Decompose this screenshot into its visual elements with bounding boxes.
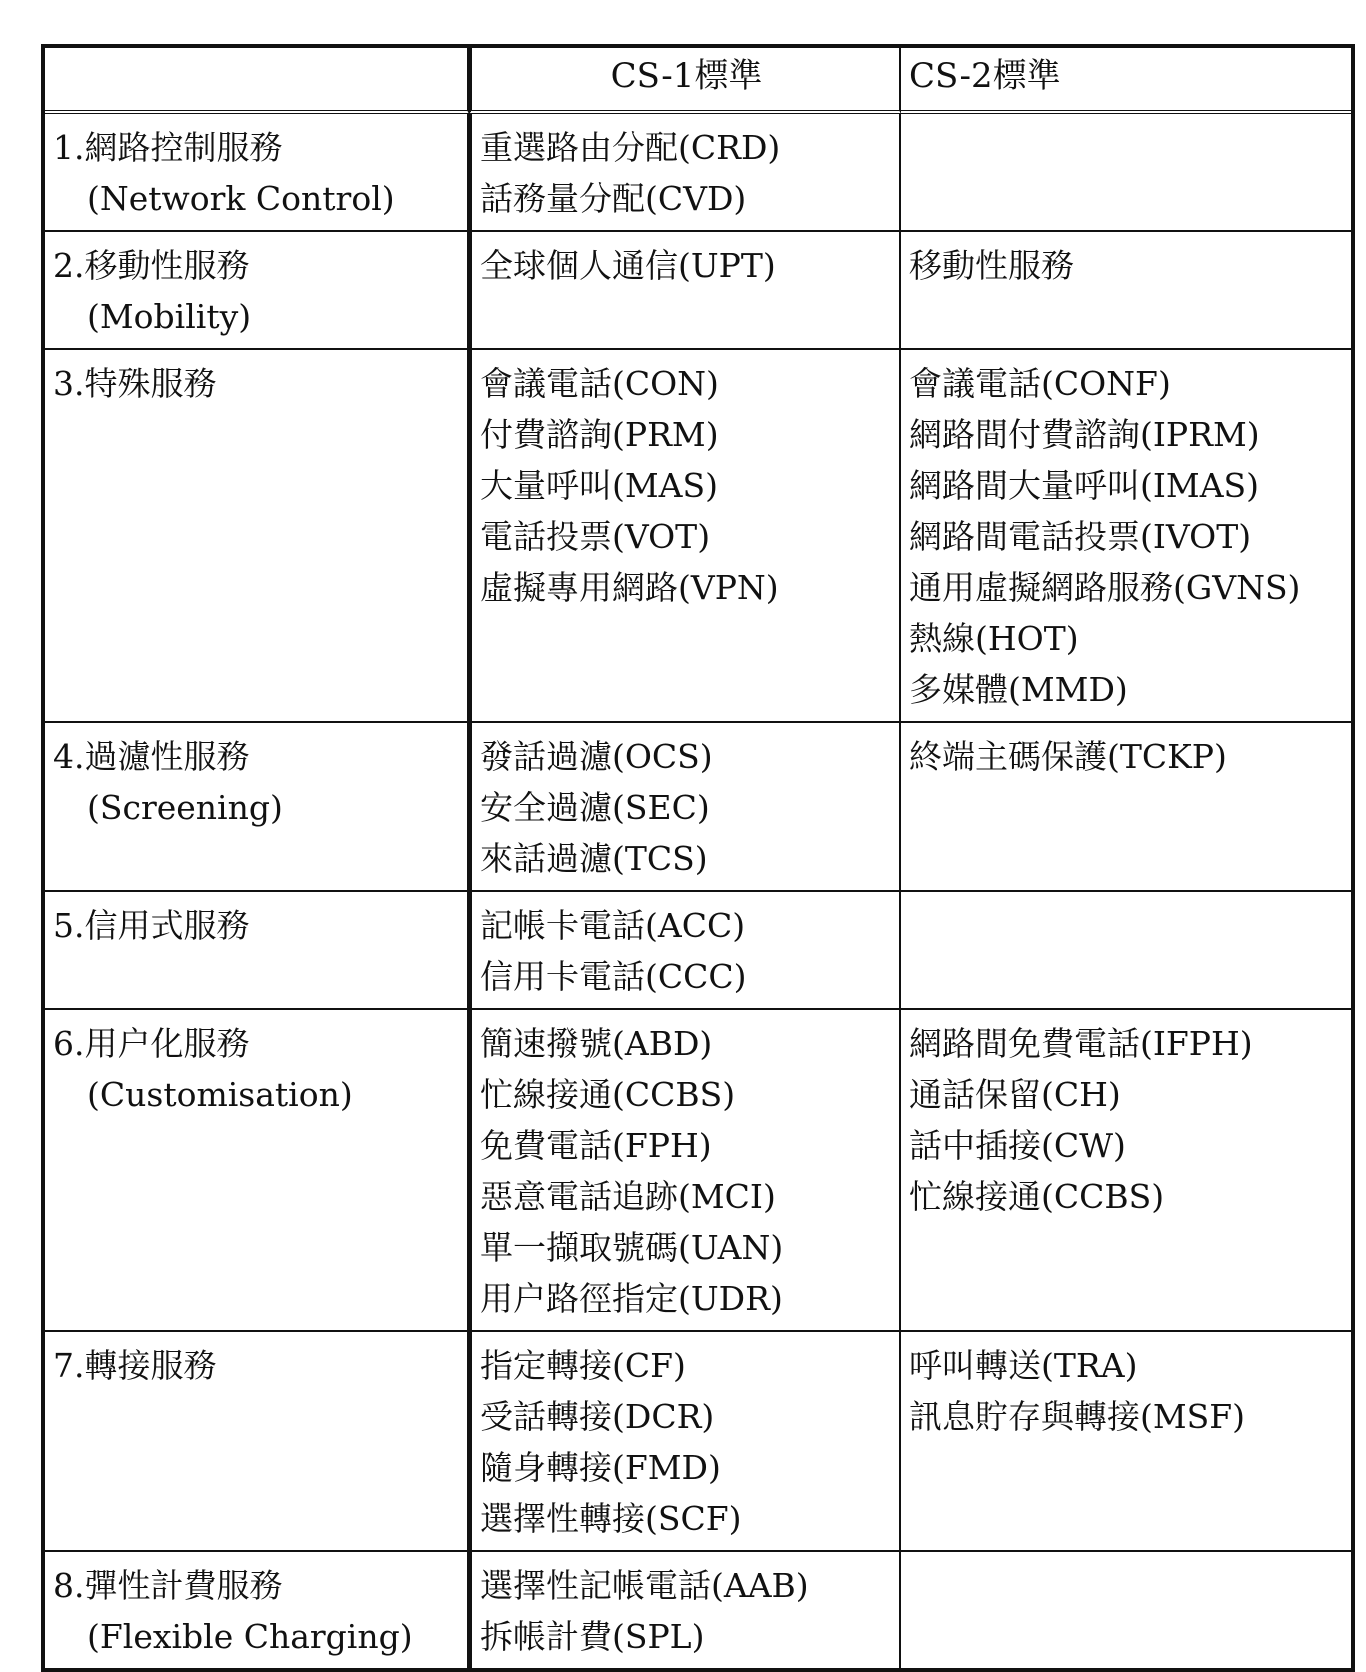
service-item: 記帳卡電話(ACC)	[480, 906, 746, 945]
category-cell	[45, 723, 469, 892]
category-name: 1.網路控制服務	[53, 128, 283, 167]
header-cs2: CS-2標準	[901, 48, 1351, 114]
cs1-cell	[469, 350, 901, 723]
service-item: 指定轉接(CF)	[480, 1346, 686, 1385]
category-name: 8.彈性計費服務	[53, 1566, 283, 1605]
service-item: 全球個人通信(UPT)	[480, 246, 776, 285]
service-item: 呼叫轉送(TRA)	[909, 1346, 1138, 1385]
cs1-cell	[469, 723, 901, 892]
cs1-cell	[469, 1332, 901, 1552]
table-row	[45, 1552, 1351, 1668]
table-row	[45, 114, 1351, 232]
table-row	[45, 1010, 1351, 1332]
table-row	[45, 1332, 1351, 1552]
category-name: 7.轉接服務	[53, 1346, 217, 1385]
service-item: 大量呼叫(MAS)	[480, 466, 718, 505]
cs2-cell	[901, 723, 1351, 892]
cs2-cell	[901, 114, 1351, 232]
header-category	[45, 48, 469, 114]
service-item: 重選路由分配(CRD)	[480, 128, 781, 167]
category-name: 5.信用式服務	[53, 906, 250, 945]
service-item: 隨身轉接(FMD)	[480, 1448, 721, 1487]
category-name: 4.過濾性服務	[53, 737, 250, 776]
services-table	[41, 44, 1355, 1672]
category-english: (Customisation)	[87, 1075, 353, 1114]
service-item: 拆帳計費(SPL)	[480, 1617, 705, 1656]
cs1-cell	[469, 1010, 901, 1332]
category-english: (Screening)	[87, 788, 283, 827]
category-cell	[45, 892, 469, 1010]
table-row	[45, 723, 1351, 892]
category-english: (Flexible Charging)	[87, 1617, 413, 1656]
service-item: 話務量分配(CVD)	[480, 179, 747, 218]
service-item: 忙線接通(CCBS)	[909, 1177, 1165, 1216]
cs2-cell	[901, 1552, 1351, 1668]
category-cell	[45, 1010, 469, 1332]
service-item: 安全過濾(SEC)	[480, 788, 710, 827]
header-cs1: CS-1標準	[469, 48, 901, 114]
service-item: 通話保留(CH)	[909, 1075, 1121, 1114]
service-item: 虛擬專用網路(VPN)	[480, 568, 779, 607]
cs2-cell	[901, 1332, 1351, 1552]
service-item: 通用虛擬網路服務(GVNS)	[909, 568, 1301, 607]
service-item: 移動性服務	[909, 246, 1074, 285]
service-item: 話中插接(CW)	[909, 1126, 1126, 1165]
table-row	[45, 892, 1351, 1010]
service-item: 單一擷取號碼(UAN)	[480, 1228, 784, 1267]
service-item: 來話過濾(TCS)	[480, 839, 708, 878]
category-cell	[45, 1552, 469, 1668]
service-item: 選擇性記帳電話(AAB)	[480, 1566, 809, 1605]
cs1-cell	[469, 232, 901, 350]
service-item: 惡意電話追跡(MCI)	[480, 1177, 776, 1216]
category-name: 3.特殊服務	[53, 364, 217, 403]
table-row	[45, 232, 1351, 350]
service-item: 簡速撥號(ABD)	[480, 1024, 713, 1063]
category-name: 2.移動性服務	[53, 246, 250, 285]
service-item: 會議電話(CONF)	[909, 364, 1171, 403]
service-item: 網路間大量呼叫(IMAS)	[909, 466, 1260, 505]
service-item: 網路間免費電話(IFPH)	[909, 1024, 1253, 1063]
service-item: 發話過濾(OCS)	[480, 737, 713, 776]
category-cell	[45, 114, 469, 232]
cs2-cell	[901, 1010, 1351, 1332]
service-item: 多媒體(MMD)	[909, 670, 1128, 709]
service-item: 選擇性轉接(SCF)	[480, 1499, 742, 1538]
service-item: 受話轉接(DCR)	[480, 1397, 715, 1436]
category-english: (Network Control)	[87, 179, 395, 218]
service-item: 忙線接通(CCBS)	[480, 1075, 736, 1114]
category-english: (Mobility)	[87, 297, 252, 336]
category-cell	[45, 350, 469, 723]
service-item: 網路間電話投票(IVOT)	[909, 517, 1252, 556]
cs2-cell	[901, 892, 1351, 1010]
service-item: 會議電話(CON)	[480, 364, 719, 403]
table-row	[45, 350, 1351, 723]
category-cell	[45, 1332, 469, 1552]
service-item: 終端主碼保護(TCKP)	[909, 737, 1227, 776]
service-item: 網路間付費諮詢(IPRM)	[909, 415, 1260, 454]
service-item: 熱線(HOT)	[909, 619, 1079, 658]
service-item: 電話投票(VOT)	[480, 517, 711, 556]
cs1-cell	[469, 892, 901, 1010]
service-item: 用户路徑指定(UDR)	[480, 1279, 783, 1318]
cs2-cell	[901, 350, 1351, 723]
cs2-cell	[901, 232, 1351, 350]
service-item: 信用卡電話(CCC)	[480, 957, 747, 996]
category-cell	[45, 232, 469, 350]
service-item: 訊息貯存與轉接(MSF)	[909, 1397, 1246, 1436]
header-row	[45, 48, 1351, 114]
service-item: 付費諮詢(PRM)	[480, 415, 719, 454]
category-name: 6.用户化服務	[53, 1024, 250, 1063]
cs1-cell	[469, 1552, 901, 1668]
cs1-cell	[469, 114, 901, 232]
service-item: 免費電話(FPH)	[480, 1126, 712, 1165]
